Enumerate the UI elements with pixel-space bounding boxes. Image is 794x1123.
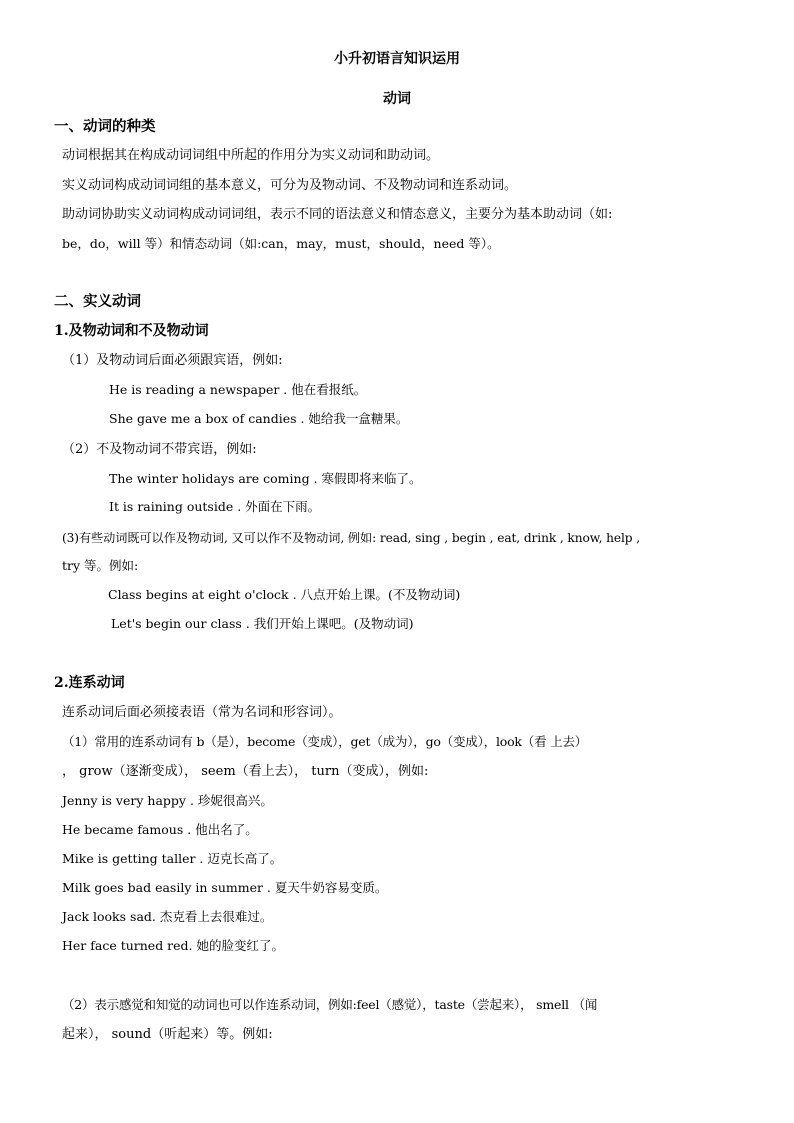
list-item: (3)有些动词既可以作及物动词, 又可以作不及物动词, 例如: read, sing , begin , eat, drink , know, help , (62, 531, 641, 545)
example-sentence: The winter holidays are coming . 寒假即将来临了。 (109, 471, 422, 486)
document-subtitle: 动词 (383, 91, 411, 107)
paragraph: 助动词协助实义动词构成动词词组，表示不同的语法意义和情态意义，主要分为基本助动词（如: (62, 207, 613, 222)
paragraph: 动词根据其在构成动词词组中所起的作用分为实义动词和助动词。 (62, 148, 440, 163)
section-heading-verb-types: 一、动词的种类 (54, 118, 156, 135)
list-item: （1）及物动词后面必须跟宾语，例如: (62, 353, 283, 368)
list-item: 起来）， sound（听起来）等。例如: (62, 1027, 273, 1042)
example-sentence: Class begins at eight o'clock . 八点开始上课。(不及物动词) (108, 587, 461, 602)
example-sentence: Mike is getting taller . 迈克长高了。 (62, 851, 283, 866)
example-sentence: Let's begin our class . 我们开始上课吧。(及物动词) (111, 616, 414, 631)
paragraph: be，do，will 等）和情态动词（如:can，may，must，should，need 等）。 (62, 236, 500, 251)
list-item: （1）常用的连系动词有 b（是），become（变成），get（成为），go（变成），look（看 上去） (62, 734, 588, 749)
example-sentence: He is reading a newspaper . 他在看报纸。 (109, 382, 367, 397)
document-title: 小升初语言知识运用 (334, 51, 460, 67)
section-heading-notional-verbs: 二、实义动词 (54, 293, 141, 310)
list-item: （2）不及物动词不带宾语，例如: (62, 442, 257, 457)
example-sentence: Milk goes bad easily in summer . 夏天牛奶容易变质。 (62, 880, 388, 895)
example-sentence: He became famous . 他出名了。 (62, 822, 258, 837)
subsection-heading-transitive: 1.及物动词和不及物动词 (54, 323, 209, 339)
list-item: ， grow（逐渐变成）， seem（看上去）， turn（变成），例如: (62, 764, 429, 779)
example-sentence: It is raining outside . 外面在下雨。 (109, 499, 321, 514)
list-item: （2）表示感觉和知觉的动词也可以作连系动词，例如:feel（感觉），taste（尝起来）， smell （闻 (62, 997, 598, 1012)
example-sentence: Jenny is very happy . 珍妮很高兴。 (62, 793, 273, 808)
paragraph: 实义动词构成动词词组的基本意义，可分为及物动词、不及物动词和连系动词。 (62, 178, 518, 193)
example-sentence: She gave me a box of candies . 她给我一盒糖果。 (109, 411, 409, 426)
example-sentence: Jack looks sad. 杰克看上去很难过。 (62, 909, 273, 924)
example-sentence: Her face turned red. 她的脸变红了。 (62, 938, 284, 953)
paragraph: 连系动词后面必须接表语（常为名词和形容词）。 (62, 705, 342, 720)
subsection-heading-linking-verbs: 2.连系动词 (54, 675, 125, 691)
list-item: try 等。例如: (62, 558, 139, 573)
